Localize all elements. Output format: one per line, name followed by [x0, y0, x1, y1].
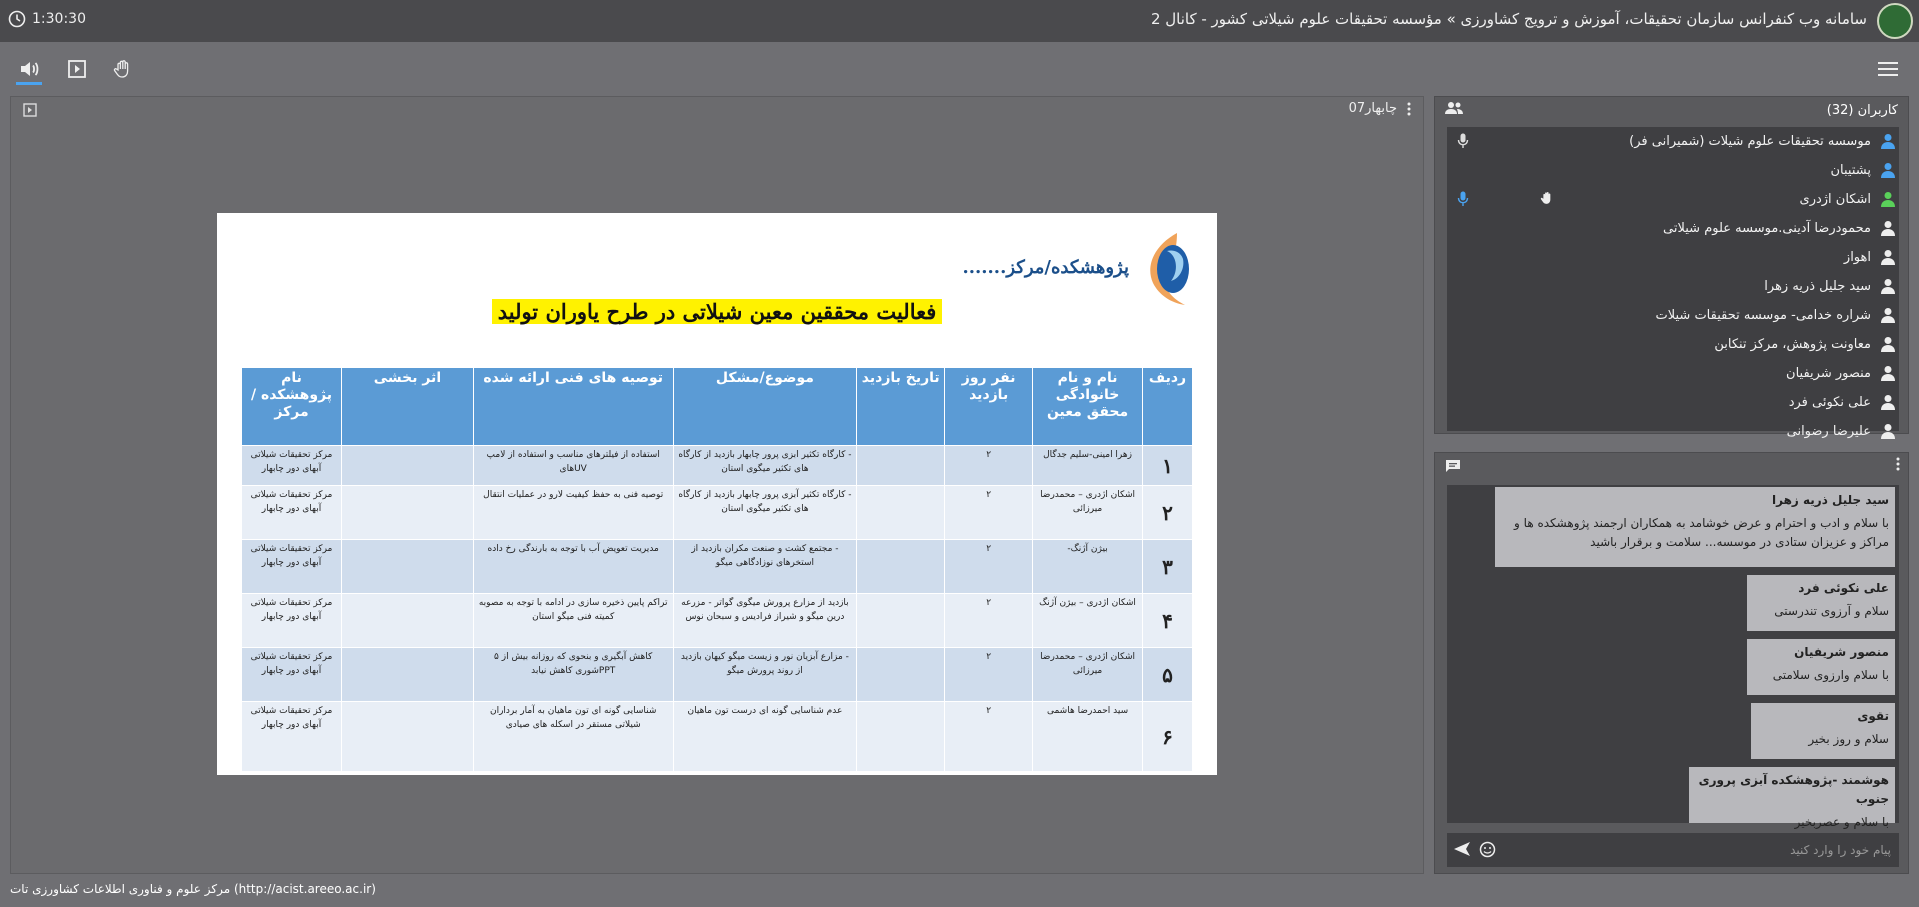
user-icon — [1877, 162, 1895, 180]
institute-logo-icon — [1137, 231, 1193, 307]
user-item[interactable] — [1447, 272, 1899, 301]
effectiveness-cell — [342, 702, 474, 772]
column-header: ردیف — [1143, 368, 1193, 446]
center-name: مرکز تحقیقات شیلاتی آبهای دور چابهار — [242, 648, 342, 702]
screen-share-icon — [67, 59, 87, 79]
column-header: تاریخ بازدید — [857, 368, 945, 446]
center-name: مرکز تحقیقات شیلاتی آبهای دور چابهار — [242, 446, 342, 486]
toolbar — [0, 48, 1919, 90]
chat-message — [1747, 639, 1895, 695]
user-item[interactable] — [1447, 214, 1899, 243]
user-name: علی نکوئی فرد — [1788, 395, 1871, 410]
visit-date — [857, 648, 945, 702]
effectiveness-cell — [342, 594, 474, 648]
chat-message — [1495, 487, 1895, 567]
user-icon — [1877, 220, 1895, 238]
main-menu-button[interactable] — [1875, 56, 1901, 82]
chat-messages — [1447, 485, 1899, 830]
visit-days: ۲ — [945, 702, 1033, 772]
user-item[interactable] — [1447, 301, 1899, 330]
visit-date — [857, 446, 945, 486]
chat-message-input[interactable] — [1511, 839, 1891, 861]
center-name: مرکز تحقیقات شیلاتی آبهای دور چابهار — [242, 594, 342, 648]
researcher-name: سید احمدرضا هاشمی — [1033, 702, 1143, 772]
effectiveness-cell — [342, 486, 474, 540]
column-header: موضوع/مشکل — [673, 368, 857, 446]
microphone-icon[interactable] — [1457, 191, 1469, 211]
user-icon — [1877, 336, 1895, 354]
hamburger-menu-icon — [1878, 61, 1898, 77]
table-row — [242, 540, 1193, 594]
effectiveness-cell — [342, 648, 474, 702]
researcher-name: اشکان اژدری – محمدرضا میرزائی — [1033, 648, 1143, 702]
advice-cell: مدیریت تعویض آب با توجه به بارندگی رخ داده — [473, 540, 673, 594]
timer-value: 1:30:30 — [32, 11, 86, 27]
more-options-icon[interactable] — [1407, 102, 1411, 116]
table-header — [242, 368, 1193, 446]
user-icon — [1877, 423, 1895, 441]
user-item[interactable] — [1447, 185, 1899, 214]
message-sender: هوشمند -پژوهشکده آبزی پروری جنوب — [1698, 773, 1889, 807]
column-header: نام و نام خانوادگی محقق معین — [1033, 368, 1143, 446]
message-sender: سید جلیل ذریه زهرا — [1772, 493, 1889, 507]
send-icon[interactable] — [1453, 841, 1471, 857]
organization-logo — [1877, 3, 1913, 39]
emoji-icon[interactable] — [1479, 841, 1496, 858]
user-name: محمودرضا آدینی.موسسه علوم شیلاتی — [1663, 221, 1871, 236]
hand-icon — [112, 58, 134, 80]
topic-cell: - مجتمع کشت و صنعت مکران بازدید از استخرهای نوزادگاهی میگو — [673, 540, 857, 594]
visit-days: ۲ — [945, 486, 1033, 540]
column-header: نام پژوهشکده /مرکز — [242, 368, 342, 446]
speaker-icon — [18, 58, 40, 80]
message-text: با سلام وارزوی سلامتی — [1772, 668, 1889, 683]
effectiveness-cell — [342, 540, 474, 594]
visit-date — [857, 540, 945, 594]
row-number: ۳ — [1143, 540, 1193, 594]
table-body — [242, 446, 1193, 772]
user-icon — [1877, 394, 1895, 412]
activity-table — [241, 367, 1193, 772]
advice-cell: توصیه فنی به حفظ کیفیت لارو در عملیات انتقال — [473, 486, 673, 540]
column-header: توصیه های فنی ارائه شده — [473, 368, 673, 446]
table-row — [242, 594, 1193, 648]
visit-days: ۲ — [945, 446, 1033, 486]
user-name: منصور شریفیان — [1786, 366, 1871, 381]
users-header: کاربران (32) — [1826, 103, 1898, 118]
slide-brand: پژوهشکده/مرکز....... — [962, 257, 1129, 278]
user-name: سید جلیل ذریه زهرا — [1764, 279, 1871, 294]
chat-icon — [1445, 459, 1461, 473]
advice-cell: تراکم پایین ذخیره سازی در ادامه با توجه به مصوبه کمیته فنی میگو استان — [473, 594, 673, 648]
presentation-stage — [10, 96, 1424, 874]
message-sender: علی نکوئی فرد — [1798, 581, 1889, 595]
advice-cell: استفاده از فیلترهای مناسب و استفاده از لامپ UVهای — [473, 446, 673, 486]
center-name: مرکز تحقیقات شیلاتی آبهای دور چابهار — [242, 702, 342, 772]
user-item[interactable] — [1447, 359, 1899, 388]
presentation-slide — [217, 213, 1217, 775]
user-name: معاونت پژوهش، مرکز تنکابن — [1714, 337, 1871, 352]
researcher-name: اشکان اژدری – بیژن آژنگ — [1033, 594, 1143, 648]
visit-date — [857, 594, 945, 648]
topic-cell: - کارگاه تکثیر آبزی پرور چابهار بازدید از کارگاه های تکثیر میگوی استان — [673, 486, 857, 540]
table-row — [242, 486, 1193, 540]
chat-input-bar — [1447, 833, 1899, 867]
user-icon — [1877, 365, 1895, 383]
share-screen-button[interactable] — [64, 56, 90, 82]
users-icon — [1445, 101, 1463, 115]
user-icon — [1877, 191, 1895, 209]
presentation-name: 07چابهار — [1348, 101, 1397, 116]
user-item[interactable] — [1447, 388, 1899, 417]
footer-credit: مرکز علوم و فناوری اطلاعات کشاورزی تات (http://acist.areeo.ac.ir) — [10, 882, 376, 896]
table-row — [242, 702, 1193, 772]
user-icon — [1877, 249, 1895, 267]
visit-days: ۲ — [945, 540, 1033, 594]
effectiveness-cell — [342, 446, 474, 486]
audio-button[interactable] — [16, 56, 42, 82]
topic-cell: - کارگاه تکثیر ابزی پرور چابهار بازدید از کارگاه های تکثیر میگوی استان — [673, 446, 857, 486]
visit-date — [857, 486, 945, 540]
researcher-name: زهرا امینی-سلیم جدگال — [1033, 446, 1143, 486]
slide-title — [217, 299, 1217, 324]
presentation-toggle-icon[interactable] — [23, 103, 37, 117]
page-title: سامانه وب کنفرانس سازمان تحقیقات، آموزش و ترویج کشاورزی » مؤسسه تحقیقات علوم شیلاتی کشور - کانال 2 — [1150, 10, 1867, 28]
topic-cell: - مزارع آبزیان نور و زیست میگو کیهان بازدید از روند پرورش میگو — [673, 648, 857, 702]
message-text: سلام و روز بخیر — [1808, 732, 1889, 747]
table-row — [242, 648, 1193, 702]
user-name: شراره خدامی- موسسه تحقیقات شیلات — [1655, 308, 1871, 323]
user-item[interactable] — [1447, 127, 1899, 156]
user-name: اهواز — [1843, 250, 1871, 265]
row-number: ۴ — [1143, 594, 1193, 648]
visit-date — [857, 702, 945, 772]
chat-message — [1747, 575, 1895, 631]
message-sender: تقوی — [1857, 709, 1889, 723]
message-text: با سلام و ادب و احترام و عرض خوشامد به همکاران ارجمند پژوهشکده ها و مراکز و عزیزان ستادی در موسسه... سلامت و برقرار باشید — [1514, 516, 1889, 550]
row-number: ۲ — [1143, 486, 1193, 540]
column-header: نفر روز بازدید — [945, 368, 1033, 446]
chat-panel — [1434, 452, 1909, 874]
row-number: ۶ — [1143, 702, 1193, 772]
session-timer — [8, 10, 86, 28]
table-row — [242, 446, 1193, 486]
microphone-icon[interactable] — [1457, 133, 1469, 153]
users-panel — [1434, 96, 1909, 439]
advice-cell: کاهش آبگیری و بنحوی که روزانه بیش از ۵ PPTشوری کاهش نیابد — [473, 648, 673, 702]
user-item[interactable] — [1447, 330, 1899, 359]
researcher-name: بیژن آژنگ- — [1033, 540, 1143, 594]
visit-days: ۲ — [945, 648, 1033, 702]
user-name: پشتیبان — [1830, 163, 1871, 178]
researcher-name: اشکان اژدری – محمدرضا میرزائی — [1033, 486, 1143, 540]
advice-cell: شناسایی گونه ای تون ماهیان به آمار برداران شیلاتی مستقر در اسکله های صیادی — [473, 702, 673, 772]
user-icon — [1877, 133, 1895, 151]
message-text: با سلام و عصربخیر — [1794, 815, 1889, 830]
chat-message — [1689, 767, 1895, 830]
slide-title-text: فعالیت محققین معین شیلاتی در طرح یاوران تولید — [492, 299, 943, 324]
chat-more-icon[interactable] — [1896, 457, 1900, 471]
center-name: مرکز تحقیقات شیلاتی آبهای دور چابهار — [242, 540, 342, 594]
raise-hand-button[interactable] — [110, 56, 136, 82]
user-item[interactable] — [1447, 156, 1899, 185]
chat-message — [1751, 703, 1895, 759]
topic-cell: عدم شناسایی گونه ای درست تون ماهیان — [673, 702, 857, 772]
audio-active-indicator — [16, 82, 42, 85]
clock-icon — [8, 10, 26, 28]
column-header: اثر بخشی — [342, 368, 474, 446]
user-name: علیرضا رضوانی — [1786, 424, 1871, 439]
message-text: سلام و آرزوی تندرستی — [1774, 604, 1889, 619]
user-item[interactable] — [1447, 417, 1899, 446]
table-header-row — [242, 368, 1193, 446]
user-item[interactable] — [1447, 243, 1899, 272]
center-name: مرکز تحقیقات شیلاتی آبهای دور چابهار — [242, 486, 342, 540]
user-icon — [1877, 278, 1895, 296]
top-bar — [0, 0, 1919, 42]
user-icon — [1877, 307, 1895, 325]
message-sender: منصور شریفیان — [1794, 645, 1889, 659]
raised-hand-icon — [1539, 189, 1555, 211]
row-number: ۱ — [1143, 446, 1193, 486]
topic-cell: بازدید از مزارع پرورش میگوی گواتر - مزرعه درین میگو و شیراز فرادیس و سبحان نوس — [673, 594, 857, 648]
user-name: اشکان اژدری — [1799, 192, 1871, 207]
user-name: موسسه تحقیقات علوم شیلات (شمیرانی فر) — [1629, 134, 1871, 149]
user-list — [1447, 127, 1899, 439]
row-number: ۵ — [1143, 648, 1193, 702]
visit-days: ۲ — [945, 594, 1033, 648]
